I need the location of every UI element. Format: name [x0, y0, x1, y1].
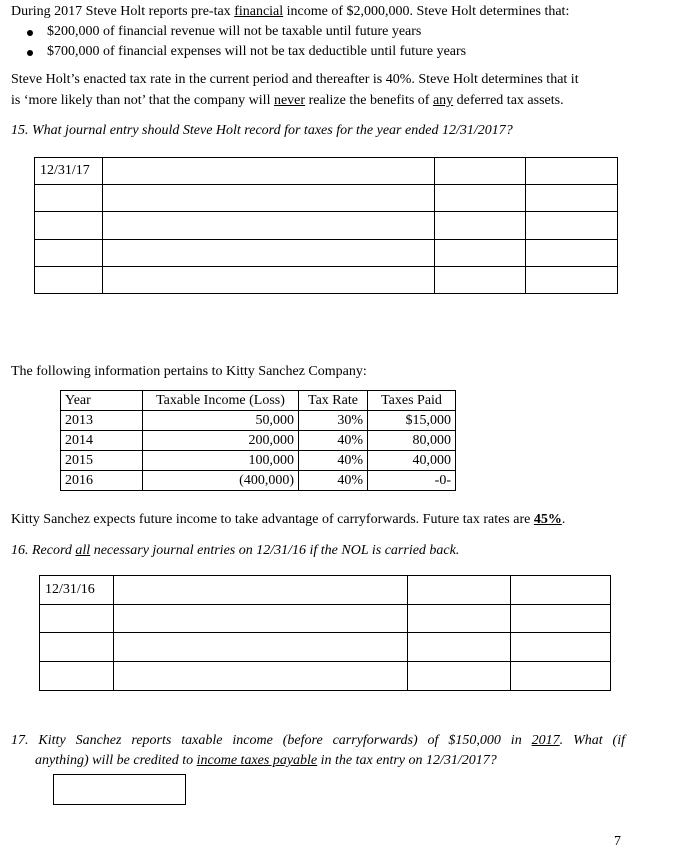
rate-cell: 40% — [299, 471, 368, 491]
journal-row — [40, 605, 611, 633]
date-cell[interactable] — [35, 267, 103, 294]
table-row — [61, 471, 456, 491]
journal-date: 12/31/16 — [40, 576, 114, 605]
journal-row — [40, 662, 611, 691]
taxable-income-table — [60, 390, 456, 491]
journal-row — [35, 240, 618, 267]
bullet-icon — [27, 50, 33, 56]
income-cell: 200,000 — [143, 431, 299, 451]
table-row — [61, 451, 456, 471]
debit-cell[interactable] — [435, 240, 526, 267]
credit-cell[interactable] — [526, 267, 618, 294]
journal-row — [35, 212, 618, 240]
taxes-paid-cell: 40,000 — [368, 451, 456, 471]
date-cell[interactable] — [40, 662, 114, 691]
intro-paragraph: During 2017 Steve Holt reports pre-tax financial income of $2,000,000. Steve Holt determines that: — [11, 4, 570, 19]
journal-row — [35, 185, 618, 212]
credit-cell[interactable] — [526, 212, 618, 240]
bullet-item: $700,000 of financial expenses will not be tax deductible until future years — [47, 44, 467, 59]
account-cell[interactable] — [102, 212, 434, 240]
credit-cell[interactable] — [526, 240, 618, 267]
date-cell[interactable] — [40, 633, 114, 662]
rate-cell: 40% — [299, 451, 368, 471]
header-year: Year — [61, 391, 143, 411]
debit-cell[interactable] — [408, 662, 511, 691]
account-cell[interactable] — [102, 158, 434, 185]
header-taxable-income: Taxable Income (Loss) — [143, 391, 299, 411]
year-cell: 2015 — [61, 451, 143, 471]
question-17-line1: 17. Kitty Sanchez reports taxable income (before carryforwards) of $150,000 in 2017. What (if — [11, 733, 625, 748]
year-cell: 2014 — [61, 431, 143, 451]
table-header-row — [61, 391, 456, 411]
date-cell[interactable] — [40, 605, 114, 633]
account-cell[interactable] — [113, 662, 407, 691]
credit-cell[interactable] — [511, 605, 611, 633]
journal-row — [35, 158, 618, 185]
account-cell[interactable] — [113, 605, 407, 633]
account-cell[interactable] — [102, 185, 434, 212]
date-cell[interactable] — [35, 240, 103, 267]
rate-cell: 30% — [299, 411, 368, 431]
table-row — [61, 411, 456, 431]
debit-cell[interactable] — [408, 633, 511, 662]
journal-row — [35, 267, 618, 294]
income-cell: 100,000 — [143, 451, 299, 471]
income-cell: 50,000 — [143, 411, 299, 431]
carryforward-paragraph: Kitty Sanchez expects future income to take advantage of carryforwards. Future tax rates are 45%. — [11, 512, 566, 527]
year-cell: 2016 — [61, 471, 143, 491]
header-taxes-paid: Taxes Paid — [368, 391, 456, 411]
question-17-line2: anything) will be credited to income taxes payable in the tax entry on 12/31/2017? — [35, 753, 497, 768]
journal-row — [40, 633, 611, 662]
debit-cell[interactable] — [435, 158, 526, 185]
taxes-paid-cell: -0- — [368, 471, 456, 491]
table-row — [61, 431, 456, 451]
year-cell: 2013 — [61, 411, 143, 431]
tax-rate-paragraph-line2: is ‘more likely than not’ that the company will never realize the benefits of any deferred tax assets. — [11, 93, 564, 108]
credit-cell[interactable] — [526, 158, 618, 185]
date-cell[interactable] — [35, 212, 103, 240]
tax-rate-paragraph-line1: Steve Holt’s enacted tax rate in the current period and thereafter is 40%. Steve Holt determines that it — [11, 72, 579, 87]
account-cell[interactable] — [113, 576, 407, 605]
journal-entry-table-16 — [39, 575, 611, 691]
account-cell[interactable] — [102, 240, 434, 267]
taxes-paid-cell: $15,000 — [368, 411, 456, 431]
question-16: 16. Record all necessary journal entries on 12/31/16 if the NOL is carried back. — [11, 543, 460, 558]
debit-cell[interactable] — [435, 267, 526, 294]
rate-cell: 40% — [299, 431, 368, 451]
debit-cell[interactable] — [435, 185, 526, 212]
kitty-sanchez-intro: The following information pertains to Kitty Sanchez Company: — [11, 364, 367, 379]
journal-entry-table-15 — [34, 157, 618, 294]
debit-cell[interactable] — [408, 576, 511, 605]
debit-cell[interactable] — [408, 605, 511, 633]
bullet-item: $200,000 of financial revenue will not be taxable until future years — [47, 24, 422, 39]
future-tax-rate: 45% — [533, 512, 562, 527]
header-tax-rate: Tax Rate — [299, 391, 368, 411]
income-cell: (400,000) — [143, 471, 299, 491]
credit-cell[interactable] — [511, 576, 611, 605]
bullet-icon — [27, 30, 33, 36]
account-cell[interactable] — [102, 267, 434, 294]
date-cell[interactable] — [35, 185, 103, 212]
journal-date: 12/31/17 — [35, 158, 103, 185]
debit-cell[interactable] — [435, 212, 526, 240]
credit-cell[interactable] — [511, 633, 611, 662]
question-15: 15. What journal entry should Steve Holt record for taxes for the year ended 12/31/2017? — [11, 123, 513, 138]
page-number: 7 — [614, 834, 621, 849]
credit-cell[interactable] — [511, 662, 611, 691]
answer-box[interactable] — [53, 774, 186, 805]
credit-cell[interactable] — [526, 185, 618, 212]
taxes-paid-cell: 80,000 — [368, 431, 456, 451]
account-cell[interactable] — [113, 633, 407, 662]
journal-row — [40, 576, 611, 605]
